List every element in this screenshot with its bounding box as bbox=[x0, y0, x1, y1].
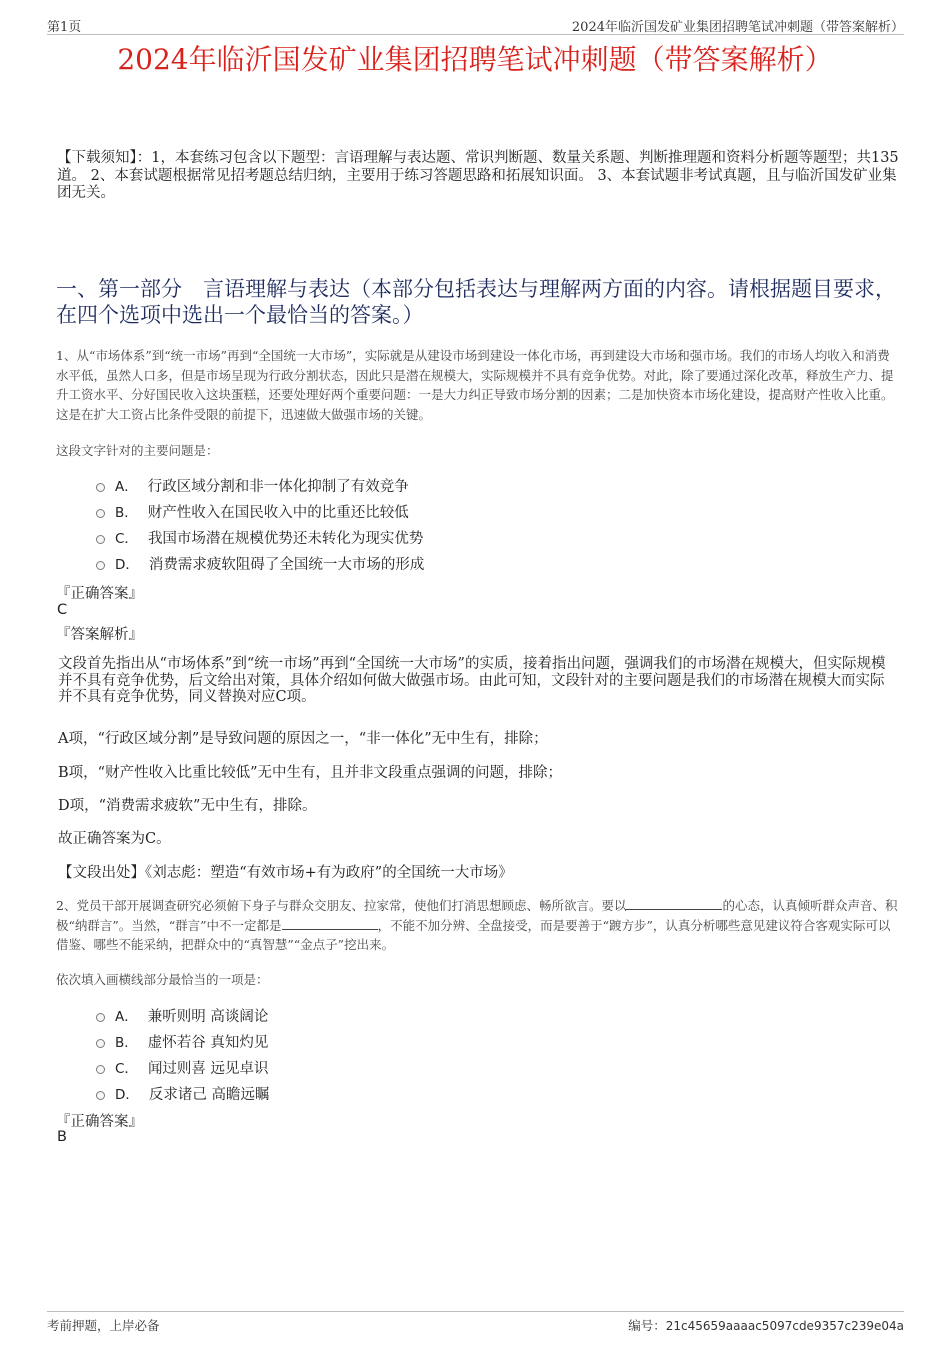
fill-blank-1 bbox=[626, 896, 722, 910]
option-b[interactable] bbox=[96, 1028, 270, 1054]
option-letter: B． bbox=[115, 505, 138, 521]
radio-icon[interactable] bbox=[96, 561, 105, 570]
page-footer bbox=[47, 1311, 904, 1336]
radio-icon[interactable] bbox=[96, 483, 105, 492]
analysis-text: 文段首先指出从“市场体系”到“统一市场”再到“全国统一大市场”的实质，接着指出问题，强调我们的市场潜在规模大，但实际规模并不具有竞争优势，后文给出对策，具体介绍如何做大做强市场。由此可知，文段针对的主要问题是我们的市场潜在规模大而实际并不具有竞争优势，同义替换对应C项。 bbox=[58, 656, 886, 705]
correct-answer-label: 『正确答案』 bbox=[56, 1114, 143, 1130]
question-2-ask: 依次填入画横线部分最恰当的一项是： bbox=[56, 972, 269, 987]
option-d[interactable] bbox=[96, 1080, 270, 1106]
text-source: 【文段出处】《刘志彪：塑造“有效市场+有为政府”的全国统一大市场》 bbox=[58, 865, 513, 881]
option-letter: C． bbox=[115, 1061, 138, 1077]
option-letter: B． bbox=[115, 1035, 138, 1051]
document-title: 2024年临沂国发矿业集团招聘笔试冲刺题（带答案解析） bbox=[117, 43, 833, 76]
option-letter: A． bbox=[115, 479, 138, 495]
option-c[interactable] bbox=[96, 1054, 270, 1080]
footer-slogan: 考前押题，上岸必备 bbox=[47, 1318, 160, 1333]
question-1-options bbox=[96, 472, 424, 576]
option-c[interactable] bbox=[96, 524, 424, 550]
analysis-conclusion: 故正确答案为C。 bbox=[58, 831, 171, 847]
page-header bbox=[47, 14, 904, 35]
option-letter: C． bbox=[115, 531, 138, 547]
option-letter: A． bbox=[115, 1009, 138, 1025]
question-1-ask: 这段文字针对的主要问题是： bbox=[56, 443, 219, 458]
option-letter: D． bbox=[115, 1087, 139, 1103]
document-code: 编号：21c45659aaaac5097cde9357c239e04a bbox=[628, 1318, 904, 1333]
option-text: 消费需求疲软阻碍了全国统一大市场的形成 bbox=[148, 556, 425, 573]
radio-icon[interactable] bbox=[96, 535, 105, 544]
question-2-options bbox=[96, 1002, 270, 1106]
option-letter: D． bbox=[115, 557, 139, 573]
question-2-stem: 2、党员干部开展调查研究必须俯下身子与群众交朋友、拉家常，使他们打消思想顾虑、畅所欲言。要以 的心态，认真倾听群众声音、积极“纳群言”。当然，“群言”中不一定都是 ，不能不加分辨、全盘接受，而是要善于“踱方步”，认真分析哪些意见建议符合客观实际可以借鉴、哪些不能采纳，把群众中的“真智慧”“金点子”挖出来。 bbox=[56, 898, 898, 952]
analysis-label: 『答案解析』 bbox=[56, 627, 143, 643]
section-heading: 一、第一部分 言语理解与表达（本部分包括表达与理解两方面的内容。请根据题目要求，在四个选项中选出一个最恰当的答案。） bbox=[56, 277, 896, 327]
option-d[interactable] bbox=[96, 550, 424, 576]
radio-icon[interactable] bbox=[96, 1039, 105, 1048]
option-text: 闻过则喜 远见卓识 bbox=[147, 1060, 269, 1077]
header-doc-title: 2024年临沂国发矿业集团招聘笔试冲刺题（带答案解析） bbox=[571, 20, 904, 35]
option-text: 财产性收入在国民收入中的比重还比较低 bbox=[147, 504, 409, 521]
analysis-line-b: B项，“财产性收入比重比较低”无中生有，且并非文段重点强调的问题，排除； bbox=[58, 765, 562, 781]
option-a[interactable] bbox=[96, 472, 424, 498]
download-notice: 【下载须知】：1，本套练习包含以下题型：言语理解与表达题、常识判断题、数量关系题、判断推理题和资料分析题等题型；共135道。 2、本套试题根据常见招考题总结归纳，主要用于练习答题思路和拓展知识面。 3、本套试题非考试真题，且与临沂国发矿业集团无关。 bbox=[57, 150, 899, 201]
option-text: 虚怀若谷 真知灼见 bbox=[147, 1034, 269, 1051]
radio-icon[interactable] bbox=[96, 1013, 105, 1022]
option-b[interactable] bbox=[96, 498, 424, 524]
option-text: 行政区域分割和非一体化抑制了有效竞争 bbox=[147, 478, 409, 495]
radio-icon[interactable] bbox=[96, 1091, 105, 1100]
radio-icon[interactable] bbox=[96, 509, 105, 518]
option-text: 兼听则明 高谈阔论 bbox=[147, 1008, 269, 1025]
correct-answer-label: 『正确答案』 bbox=[56, 586, 143, 602]
analysis-line-a: A项，“行政区域分割”是导致问题的原因之一，“非一体化”无中生有，排除； bbox=[58, 731, 548, 747]
correct-answer: C bbox=[57, 602, 68, 618]
analysis-line-d: D项，“消费需求疲软”无中生有，排除。 bbox=[58, 798, 317, 814]
page-number: 第1页 bbox=[47, 20, 82, 35]
fill-blank-2 bbox=[282, 916, 378, 930]
option-text: 反求诸己 高瞻远瞩 bbox=[148, 1086, 270, 1103]
question-1-stem: 1、从“市场体系”到“统一市场”再到“全国统一大市场”，实际就是从建设市场到建设一体化市场，再到建设大市场和强市场。我们的市场人均收入和消费水平低，虽然人口多，但是市场呈现为行政分割状态，因此只是潜在规模大，实际规模并不具有竞争优势。对此，除了要通过深化改革，释放生产力、提升工资水平、分好国民收入这块蛋糕，还要处理好两个重要问题：一是大力纠正导致市场分割的因素；二是加快资本市场化建设，提高财产性收入比重。这是在扩大工资占比条件受限的前提下，迅速做大做强市场的关键。 bbox=[56, 348, 894, 422]
option-text: 我国市场潜在规模优势还未转化为现实优势 bbox=[147, 530, 424, 547]
option-a[interactable] bbox=[96, 1002, 270, 1028]
radio-icon[interactable] bbox=[96, 1065, 105, 1074]
correct-answer: B bbox=[57, 1129, 67, 1145]
